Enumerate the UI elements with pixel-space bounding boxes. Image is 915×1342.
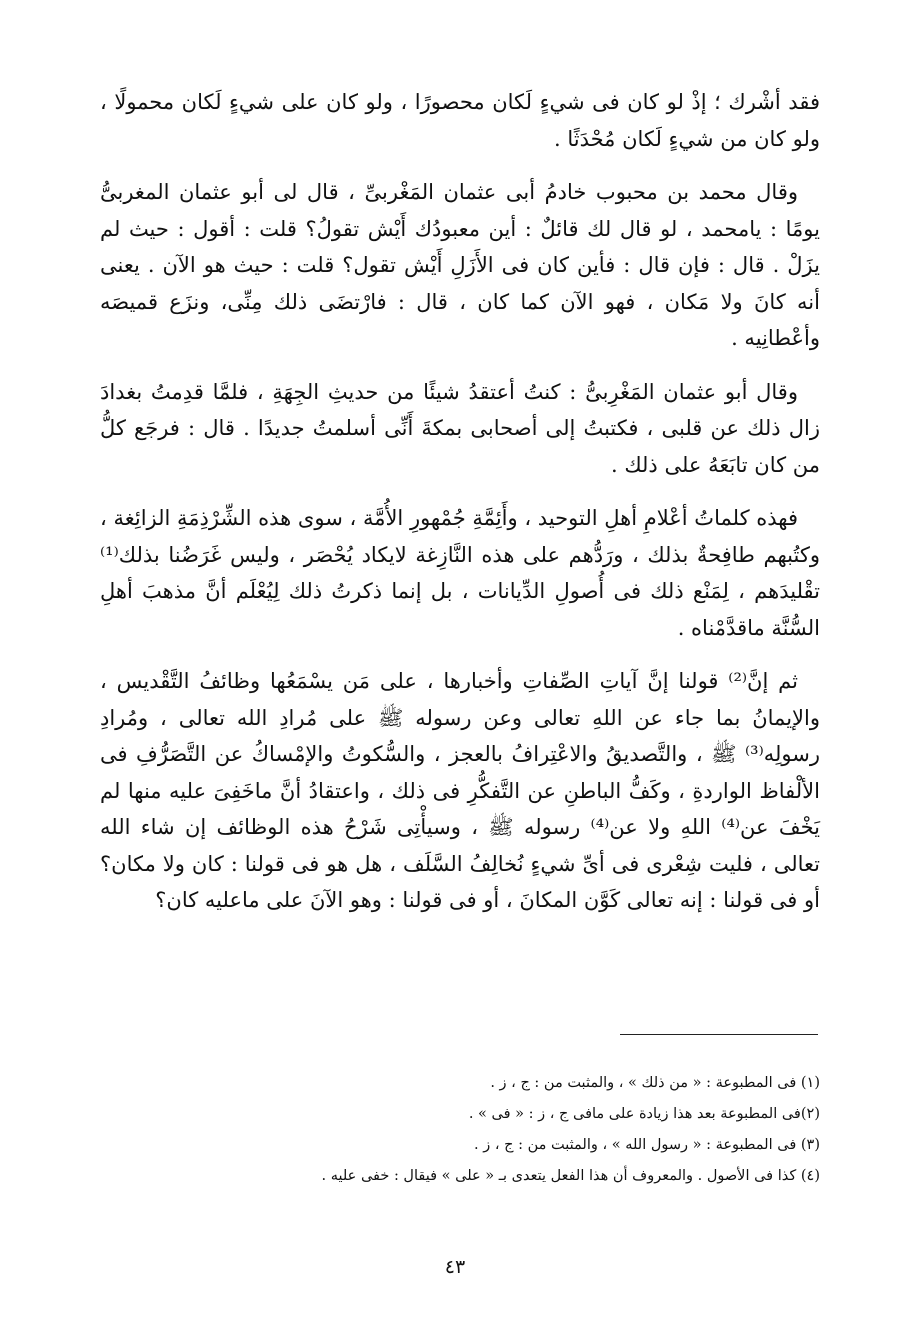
footnote-divider [620,1034,818,1035]
paragraph-2: وقال محمد بن محبوب خادمُ أبى عثمان المَغْربىِّ ، قال لى أبو عثمان المغربىُّ يومًا : يامحمد ، لو قال لك قائلٌ : أين معبودُك أَيْش تقولُ؟ قلت : أقول : حيث لم يزَلْ . قال : فإن قال : فأين كان فى الأَزَلِ أَيْش تقول؟ قلت : حيث هو الآن . يعنى أنه كانَ ولا مَكان ، فهو الآن كما كان ، قال : فارْتضَى ذلك مِنِّى، ونزَع قميصَه وأعْطانِيه . [100,180,820,350]
paragraph-3: وقال أبو عثمان المَغْرِبىُّ : كنتُ أعتقدُ شيئًا من حديثِ الجِهَةِ ، فلمَّا قدِمتُ بغدادَ زال ذلك عن قلبى ، فكتبتُ إلى أصحابى بمكةَ أَنِّى أسلمتُ جديدًا . قال : فرجَع كلُّ من كان تابَعَهُ على ذلك . [100,379,820,477]
footnote-1: (١) فى المطبوعة : « من ذلك » ، والمثبت من : ج ، ز . [490,1075,820,1091]
footnote-2: (٢)فى المطبوعة بعد هذا زيادة على مافى ج ، ز : « فى » . [468,1106,820,1122]
page-number: ٤٣ [444,1256,466,1278]
footnotes [195,1068,820,1192]
footnote-3: (٣) فى المطبوعة : « رسول الله » ، والمثبت من : ج ، ز . [474,1137,820,1153]
footnote-4: (٤) كذا فى الأصول . والمعروف أن هذا الفعل يتعدى بـ « على » فيقال : خفى عليه . [321,1168,820,1184]
main-text [100,84,820,936]
paragraph-4: فهذه كلماتُ أعْلامِ أهلِ التوحيد ، وأَئِمَّةِ جُمْهورِ الأُمَّة ، سوى هذه الشِّرْذِمَةِ الزائِغة ، وكتُبهم طافِحةٌ بذلك ، ورَدُّهم على هذه النَّازِغة لايكاد يُحْصَر ، وليس غَرَضُنا بذلك⁽¹⁾ تقْليدَهم ، لِمَنْع ذلك فى أُصولِ الدِّيانات ، بل إنما ذكرتُ ذلك لِيُعْلَم أنَّ مذهبَ أهلِ السُّنَّة ماقدَّمْناه . [100,506,820,640]
paragraph-1: فقد أشْرك ؛ إذْ لو كان فى شيءٍ لَكان محصورًا ، ولو كان على شيءٍ لَكان محمولًا ، ولو كان من شيءٍ لَكان مُحْدَثًا . [100,90,820,151]
paragraph-5: ثم إنَّ⁽²⁾ قولنا إنَّ آياتِ الصِّفاتِ وأخبارها ، على مَن يسْمَعُها وظائفُ التَّقْديس ، والإيمانُ بما جاء عن اللهِ تعالى وعن رسوله ﷺ على مُرادِ الله تعالى ، ومُرادِ رسولِه⁽³⁾ ﷺ ، والتَّصديقُ والاعْتِرافُ بالعجز ، والسُّكوتُ والإمْساكُ عن التَّصَرُّفِ فى الألْفاظ الواردةِ ، وكَفُّ الباطنِ عن التَّفكُّرِ فى ذلك ، واعتقادُ أنَّ ماخَفِىَ عليه منها لم يَخْفَ عن⁽⁴⁾ اللهِ ولا عن⁽⁴⁾ رسوله ﷺ ، وسيأْتِى شَرْحُ هذه الوظائف إن شاء الله تعالى ، فليت شِعْرى فى أىِّ شيءٍ نُخالِفُ السَّلَف ، هل هو فى قولنا : كان ولا مكان؟ أو فى قولنا : إنه تعالى كَوَّن المكانَ ، أو فى قولنا : وهو الآنَ على ماعليه كان؟ [100,669,821,912]
